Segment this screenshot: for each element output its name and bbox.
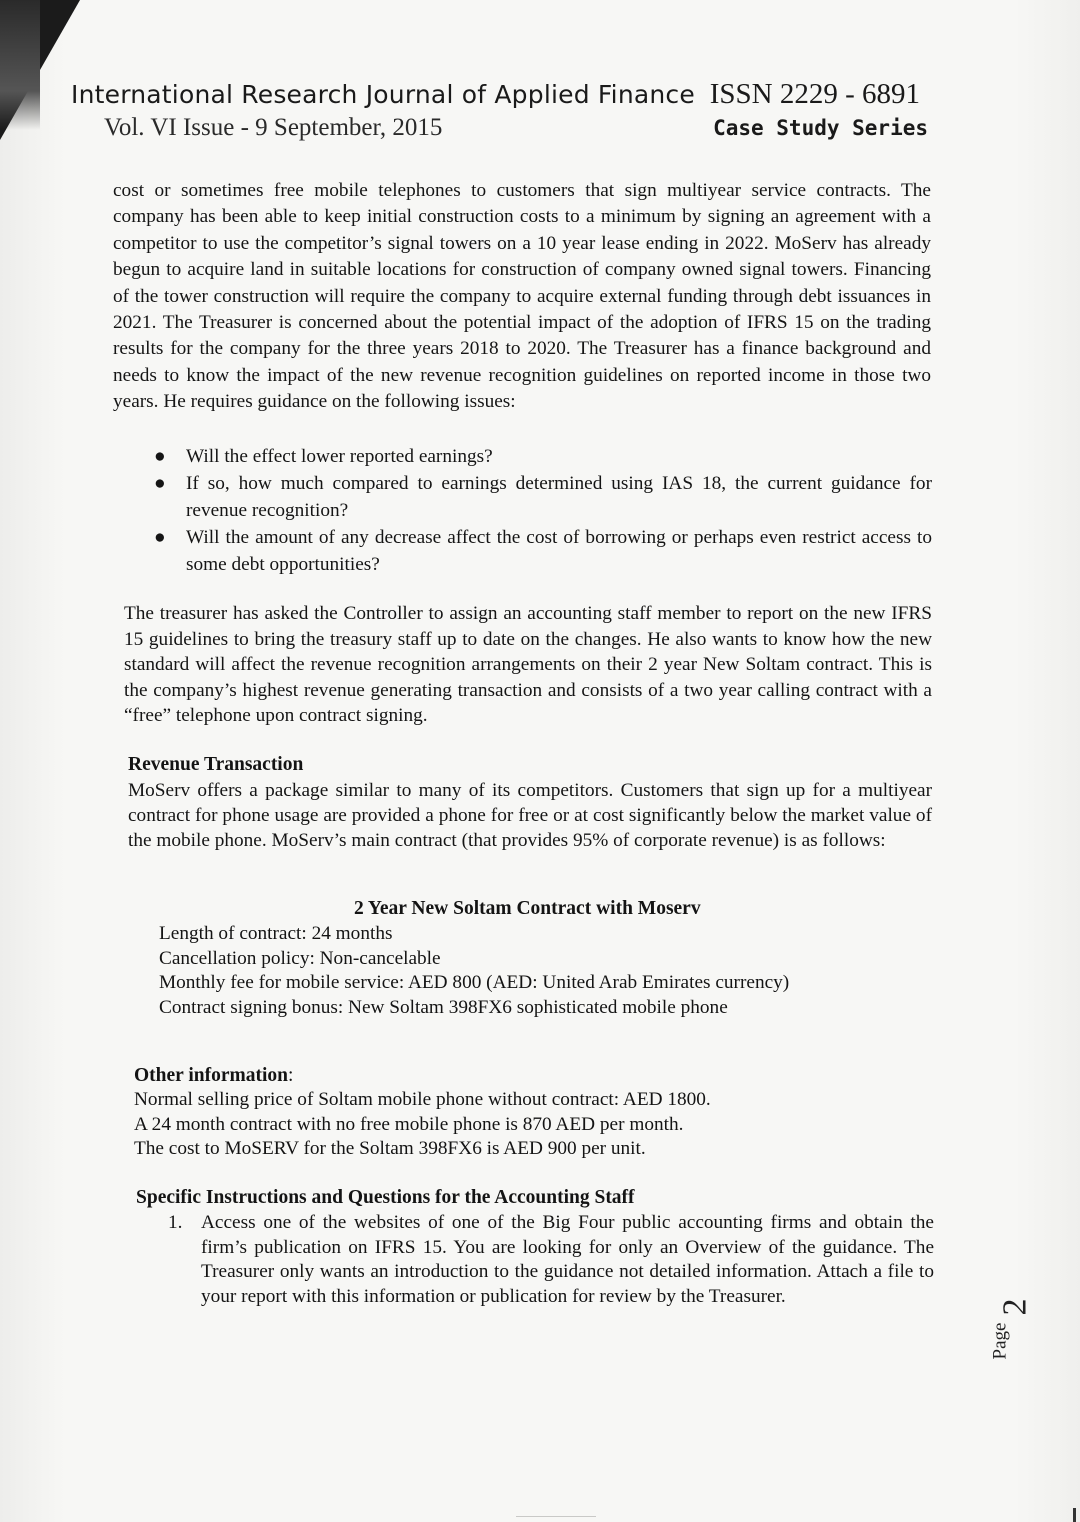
list-item (150, 444, 932, 470)
intro-paragraph-text: cost or sometimes free mobile telephones to customers that sign multiyear service contracts. The company has been able to keep initial construction costs to a minimum by signing an agreement with a competitor to use the competitor’s signal towers on a 10 year lease ending in 2022. MoServ has already begun to acquire land in suitable locations for construction of company owned signal towers. Financing of the tower construction will require the company to acquire external funding through debt issuances in 2021. The Treasurer is concerned about the potential impact of the adoption of IFRS 15 on the trading results for the company for the three years 2018 to 2020. The Treasurer has a finance background and needs to know the impact of the new revenue recognition guidelines on reported income in those two years. He requires guidance on the following issues: (113, 180, 931, 413)
treasurer-paragraph-text: The treasurer has asked the Controller to assign an accounting staff member to report on the new IFRS 15 guidelines to bring the treasury staff up to date on the changes. He also wants to know how the new standard will affect the revenue recognition arrangements on their 2 year New Soltam contract. This is the company’s highest revenue generating transaction and consists of a two year calling contract with a “free” telephone upon contract signing. (124, 603, 932, 726)
bullet-icon: ● (154, 473, 166, 495)
journal-title: International Research Journal of Applied Finance (71, 80, 695, 109)
bullet-icon: ● (154, 527, 166, 549)
contract-term-line: Monthly fee for mobile service: AED 800 (AED: United Arab Emirates currency) (159, 972, 790, 994)
contract-term-line: Length of contract: 24 months (159, 923, 393, 944)
issues-list (150, 444, 932, 579)
intro-paragraph (113, 178, 931, 416)
list-item (150, 525, 932, 578)
scan-artifact (1073, 1508, 1076, 1522)
issue-text: Will the amount of any decrease affect the cost of borrowing or perhaps even restrict access to some debt opportunities? (186, 527, 932, 575)
series-label: Case Study Series (713, 116, 928, 140)
contract-term-line: Contract signing bonus: New Soltam 398FX6 sophisticated mobile phone (159, 996, 728, 1018)
list-item (150, 471, 932, 524)
revenue-transaction-text: MoServ offers a package similar to many of its competitors. Customers that sign up for a multiyear contract for phone usage are provided a phone for free or at cost significantly below the market value of the mobile phone. MoServ’s main contract (that provides 95% of corporate revenue) is as follows: (128, 780, 932, 851)
other-information-lines (134, 1088, 711, 1162)
page-word: Page (989, 1322, 1011, 1360)
volume-issue: Vol. VI Issue - 9 September, 2015 (104, 114, 443, 141)
treasurer-paragraph (124, 601, 932, 729)
issue-text: If so, how much compared to earnings determined using IAS 18, the current guidance for revenue recognition? (186, 473, 932, 521)
scan-shadow-edge (0, 0, 40, 130)
instruction-number: 1. (168, 1212, 183, 1233)
contract-term-line: Cancellation policy: Non-cancelable (159, 947, 441, 969)
other-information-line: A 24 month contract with no free mobile phone is 870 AED per month. (134, 1113, 684, 1135)
other-information-line: Normal selling price of Soltam mobile phone without contract: AED 1800. (134, 1089, 711, 1110)
instruction-item (168, 1211, 934, 1310)
other-information-heading-text: Other information (134, 1065, 289, 1086)
instructions-heading: Specific Instructions and Questions for the Accounting Staff (136, 1187, 635, 1208)
page-number-label (990, 1296, 1050, 1366)
issn-number: ISSN 2229 - 6891 (709, 78, 920, 110)
other-information-line: The cost to MoSERV for the Soltam 398FX6 is AED 900 per unit. (134, 1138, 646, 1160)
heading-colon: : (288, 1065, 294, 1086)
instruction-text: Access one of the websites of one of the Big Four public accounting firms and obtain the firm’s publication on IFRS 15. You are looking for only an Overview of the guidance. The Treasurer only wants an introduction to the guidance not detailed information. Attach a file to your report with this information or publication for review by the Treasurer. (201, 1212, 934, 1308)
bullet-icon: ● (154, 446, 166, 467)
issue-text: Will the effect lower reported earnings? (186, 446, 493, 467)
revenue-transaction-heading: Revenue Transaction (128, 754, 304, 775)
other-information-heading (134, 1065, 293, 1087)
contract-terms (159, 922, 789, 1020)
contract-title: 2 Year New Soltam Contract with Moserv (354, 898, 701, 919)
scan-artifact (516, 1516, 596, 1517)
revenue-transaction-paragraph (128, 778, 932, 853)
page-number: 2 (996, 1298, 1034, 1316)
